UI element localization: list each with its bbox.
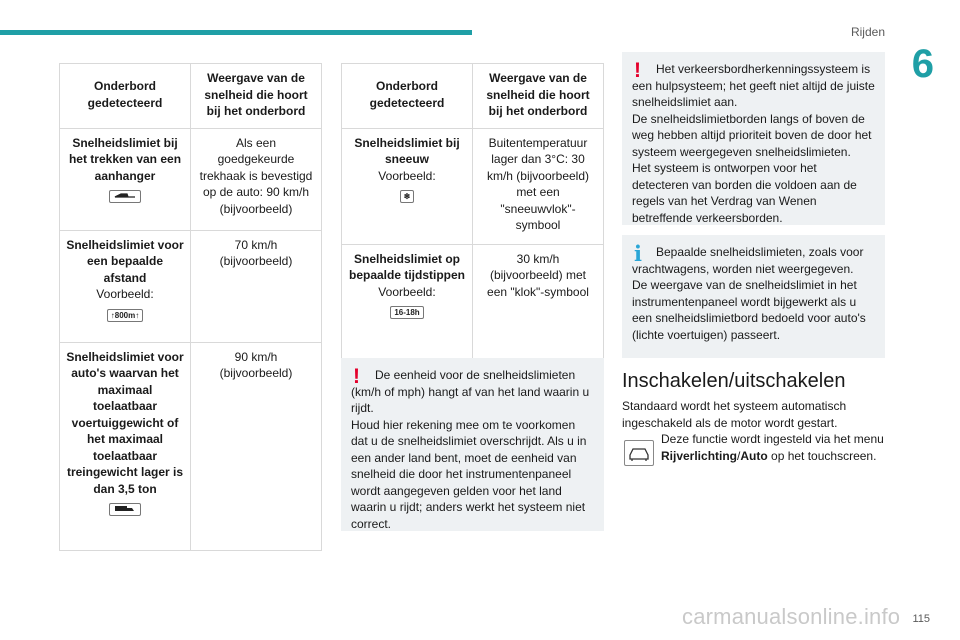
subsign-label: Snelheidslimiet op bepaalde tijdstippen (348, 251, 465, 282)
subsign-table-2 (341, 63, 604, 359)
warning-icon: ! (353, 365, 360, 388)
info-note (622, 235, 885, 358)
menu-instruction: Deze functie wordt ingesteld via het menu Rijverlichting/Auto op het touchscreen. (661, 432, 884, 463)
subsign-display: 30 km/h (bijvoorbeeld) met een "klok"-symbool (473, 244, 604, 358)
subsign-display: Als een goedgekeurde trekhaak is bevestigd op de auto: 90 km/h (bijvoorbeeld) (191, 128, 322, 230)
example-label: Voorbeeld: (378, 284, 436, 299)
note-text: Het verkeersbordherkenningssysteem is een hulpsysteem; het geeft niet altijd de juiste snelheidslimiet aan. (632, 62, 875, 109)
table-row (342, 244, 604, 358)
table-header: Weergave van de snelheid die hoort bij het onderbord (473, 64, 604, 129)
menu-path-driving-lighting: Rijverlichting (661, 448, 738, 463)
table-header: Onderbord gedetecteerd (60, 64, 191, 129)
subsign-display: 70 km/h (bijvoorbeeld) (191, 230, 322, 342)
section-heading: Inschakelen/uitschakelen (622, 370, 846, 392)
distance-sign-icon: ↑800m↑ (107, 309, 143, 322)
section-title: Rijden (850, 25, 885, 39)
subsign-label: Snelheidslimiet voor een bepaalde afstand (66, 237, 184, 285)
page-number: 115 (912, 613, 930, 625)
truck-icon (109, 503, 141, 516)
chapter-number: 6 (911, 42, 934, 86)
example-label: Voorbeeld: (96, 287, 154, 301)
note-text: De weergave van de snelheidslimiet in het instrumentenpaneel wordt bijgewerkt als u een snelheidslimietbord bedoeld voor auto's (lichte voertuigen) passeert. (632, 278, 866, 342)
car-settings-icon (624, 440, 654, 466)
time-sign-icon: 16-18h (390, 306, 423, 319)
watermark: carmanualsonline.info (682, 604, 901, 629)
subsign-label: Snelheidslimiet bij het trekken van een aanhanger (68, 135, 182, 183)
table-row (60, 128, 322, 230)
table-row (342, 128, 604, 244)
menu-path-auto: Auto (740, 448, 768, 463)
example-label: Voorbeeld: (378, 168, 436, 183)
top-accent-bar (0, 30, 472, 35)
note-text: Het systeem is ontworpen voor het detecteren van borden die voldoen aan de regels van het Verdrag van Wenen betreffende verkeersborden. (632, 161, 857, 225)
snowflake-icon: ❄ (400, 190, 415, 203)
warning-note-unit (341, 358, 604, 531)
warning-note-assist (622, 52, 885, 225)
trailer-icon (109, 190, 141, 203)
subsign-label: Snelheidslimiet bij sneeuw (354, 135, 460, 166)
info-icon: i (634, 241, 642, 266)
warning-icon: ! (634, 59, 641, 82)
table-row (60, 230, 322, 342)
subsign-display: Buitentemperatuur lager dan 3°C: 30 km/h (bijvoorbeeld) met een "sneeuwvlok"-symbool (473, 128, 604, 244)
table-header: Weergave van de snelheid die hoort bij het onderbord (191, 64, 322, 129)
subsign-display: 90 km/h (bijvoorbeeld) (191, 342, 322, 550)
table-header: Onderbord gedetecteerd (342, 64, 473, 129)
subsign-table-1 (59, 63, 322, 551)
note-text: Bepaalde snelheidslimieten, zoals voor vrachtwagens, worden niet weergegeven. (632, 245, 864, 276)
subsign-label: Snelheidslimiet voor auto's waarvan het maximaal toelaatbaar voertuiggewicht of het maximaal toelaatbaar treingewicht lager is dan 3,5 ton (66, 349, 184, 496)
note-text: Houd hier rekening mee om te voorkomen dat u de snelheidslimiet overschrijdt. Als u in een ander land bent, moet de eenheid van snelheid die door het instrumentenpaneel wordt aangegeven gelden voor het land waarin u rijdt; anders werkt het systeem niet correct. (351, 417, 587, 531)
note-text: De snelheidslimietborden langs of boven de weg hebben altijd prioriteit boven de door het systeem weergegeven snelheidslimieten. (632, 111, 872, 159)
intro-paragraph: Standaard wordt het systeem automatisch ingeschakeld als de motor wordt gestart. (622, 399, 847, 430)
table-row (60, 342, 322, 550)
note-text: De eenheid voor de snelheidslimieten (km/h of mph) hangt af van het land waarin u rijdt. (351, 368, 590, 415)
